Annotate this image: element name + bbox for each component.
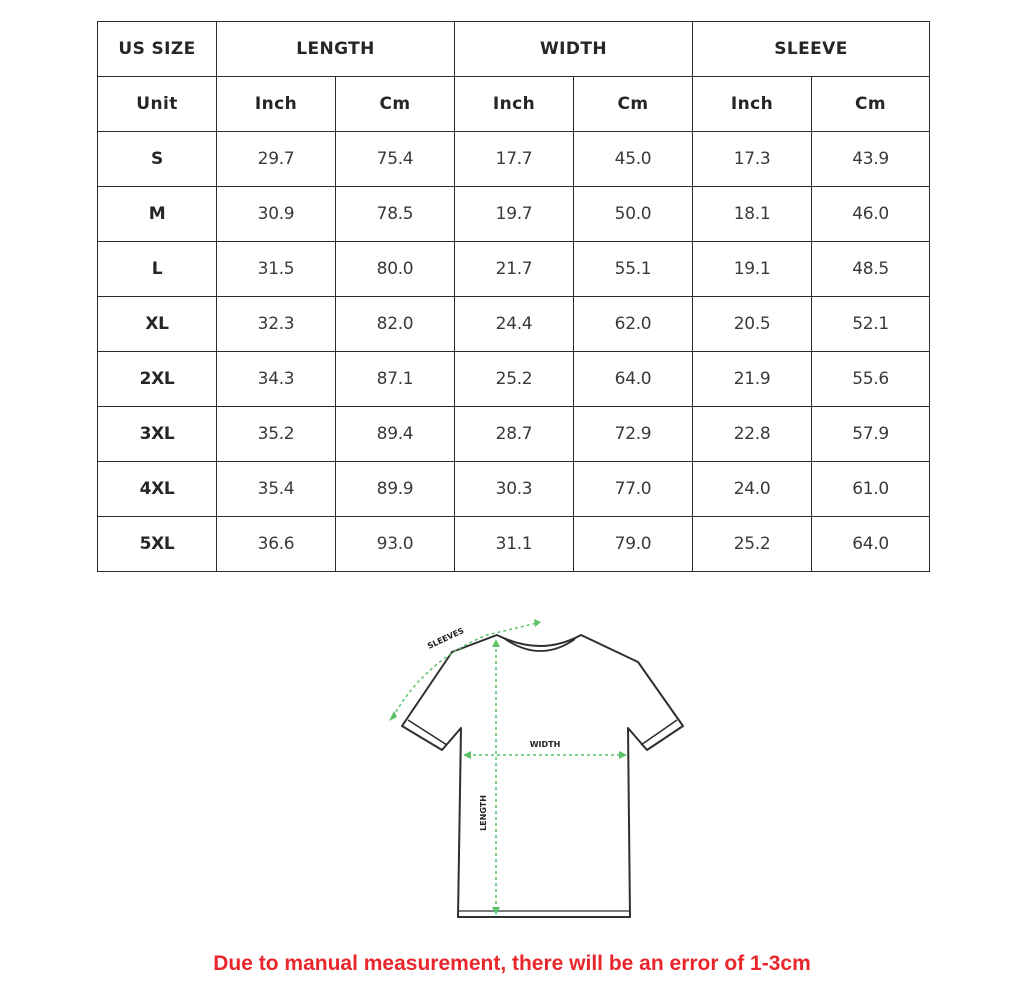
size-cell: S (98, 132, 217, 187)
sleeve-in-cell: 24.0 (693, 462, 812, 517)
length-in-cell: 35.4 (217, 462, 336, 517)
sleeve-cm-cell: 55.6 (812, 352, 930, 407)
sleeve-in-cell: 21.9 (693, 352, 812, 407)
width-in-cell: 31.1 (455, 517, 574, 572)
length-in-cell: 34.3 (217, 352, 336, 407)
length-cm-cell: 89.4 (336, 407, 455, 462)
width-in-cell: 24.4 (455, 297, 574, 352)
width-inch-unit: Inch (455, 77, 574, 132)
length-cm-cell: 93.0 (336, 517, 455, 572)
size-cell: XL (98, 297, 217, 352)
length-cm-cell: 89.9 (336, 462, 455, 517)
length-inch-unit: Inch (217, 77, 336, 132)
length-in-cell: 32.3 (217, 297, 336, 352)
length-in-cell: 29.7 (217, 132, 336, 187)
sleeve-in-cell: 25.2 (693, 517, 812, 572)
width-cm-unit: Cm (574, 77, 693, 132)
sleeve-in-cell: 19.1 (693, 242, 812, 297)
length-cm-cell: 87.1 (336, 352, 455, 407)
size-cell: M (98, 187, 217, 242)
sleeve-cm-cell: 61.0 (812, 462, 930, 517)
sleeve-in-cell: 18.1 (693, 187, 812, 242)
table-row (98, 407, 930, 462)
unit-row (98, 77, 930, 132)
sleeve-cm-cell: 46.0 (812, 187, 930, 242)
width-cm-cell: 45.0 (574, 132, 693, 187)
width-cm-cell: 50.0 (574, 187, 693, 242)
width-in-cell: 28.7 (455, 407, 574, 462)
table-row (98, 517, 930, 572)
tshirt-outline (402, 635, 683, 917)
length-in-cell: 30.9 (217, 187, 336, 242)
sleeve-cm-cell: 57.9 (812, 407, 930, 462)
width-cm-cell: 62.0 (574, 297, 693, 352)
width-cm-cell: 79.0 (574, 517, 693, 572)
table-row (98, 132, 930, 187)
length-cm-cell: 82.0 (336, 297, 455, 352)
sleeve-arrow-start (389, 711, 397, 721)
width-in-cell: 25.2 (455, 352, 574, 407)
table-row (98, 297, 930, 352)
length-in-cell: 35.2 (217, 407, 336, 462)
length-cm-cell: 78.5 (336, 187, 455, 242)
width-cm-cell: 55.1 (574, 242, 693, 297)
sleeve-cm-cell: 43.9 (812, 132, 930, 187)
length-in-cell: 31.5 (217, 242, 336, 297)
width-in-cell: 19.7 (455, 187, 574, 242)
unit-label: Unit (98, 77, 217, 132)
size-cell: 4XL (98, 462, 217, 517)
sleeve-cm-cell: 52.1 (812, 297, 930, 352)
width-in-cell: 21.7 (455, 242, 574, 297)
tshirt-diagram-svg (385, 605, 695, 925)
length-cm-unit: Cm (336, 77, 455, 132)
size-chart-table (97, 21, 930, 572)
sleeve-cm-unit: Cm (812, 77, 930, 132)
table-row (98, 187, 930, 242)
table-row (98, 352, 930, 407)
length-cm-cell: 80.0 (336, 242, 455, 297)
width-cm-cell: 64.0 (574, 352, 693, 407)
sleeve-arrow-end (534, 619, 541, 627)
length-header: LENGTH (217, 22, 455, 77)
sleeves-label: SLEEVES (426, 626, 466, 651)
sleeve-inch-unit: Inch (693, 77, 812, 132)
width-in-cell: 17.7 (455, 132, 574, 187)
length-in-cell: 36.6 (217, 517, 336, 572)
width-header: WIDTH (455, 22, 693, 77)
width-in-cell: 30.3 (455, 462, 574, 517)
size-cell: 3XL (98, 407, 217, 462)
us-size-header: US SIZE (98, 22, 217, 77)
width-cm-cell: 77.0 (574, 462, 693, 517)
length-label: LENGTH (479, 795, 488, 831)
size-cell: L (98, 242, 217, 297)
sleeve-cm-cell: 48.5 (812, 242, 930, 297)
sleeve-in-cell: 22.8 (693, 407, 812, 462)
table-row (98, 242, 930, 297)
sleeve-cm-cell: 64.0 (812, 517, 930, 572)
sleeve-in-cell: 20.5 (693, 297, 812, 352)
table-row (98, 462, 930, 517)
size-cell: 5XL (98, 517, 217, 572)
sleeve-header: SLEEVE (693, 22, 930, 77)
header-row (98, 22, 930, 77)
tshirt-measurement-diagram (385, 605, 695, 925)
sleeve-in-cell: 17.3 (693, 132, 812, 187)
measurement-error-note: Due to manual measurement, there will be an error of 1-3cm (213, 952, 811, 975)
size-cell: 2XL (98, 352, 217, 407)
width-label: WIDTH (529, 740, 561, 749)
length-cm-cell: 75.4 (336, 132, 455, 187)
width-cm-cell: 72.9 (574, 407, 693, 462)
